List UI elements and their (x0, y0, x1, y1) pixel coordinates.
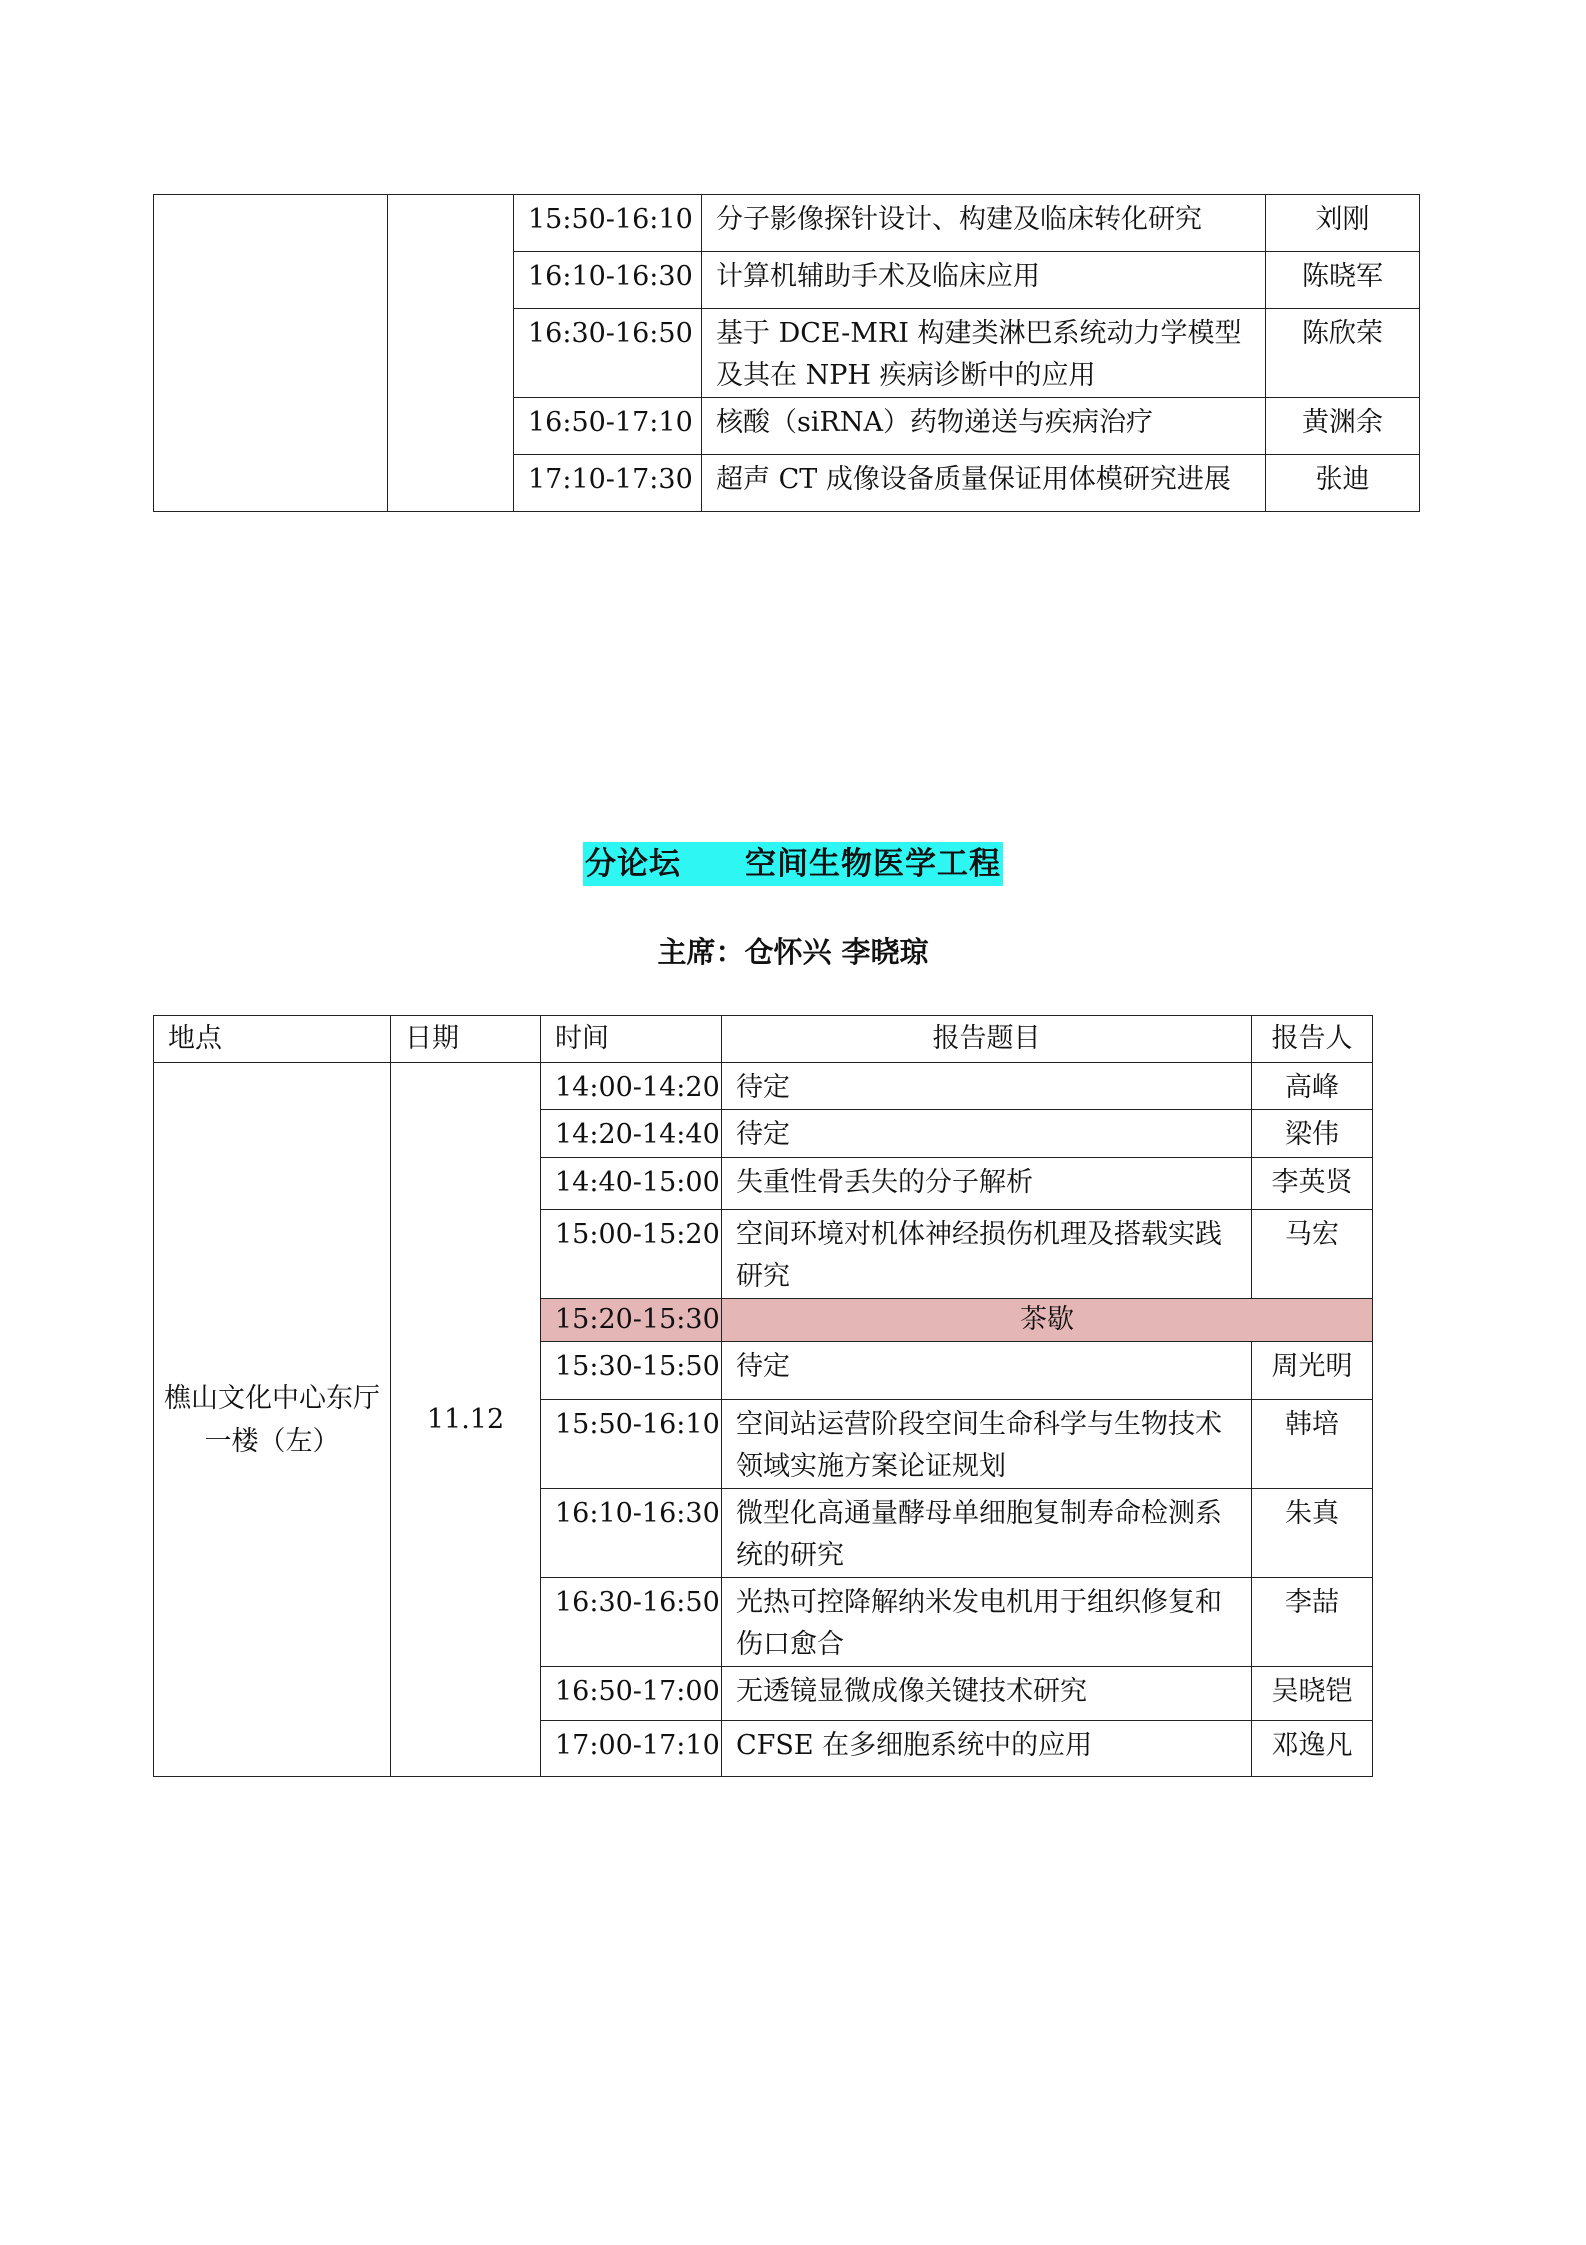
topic-cell: 待定 (722, 1342, 1252, 1400)
topic-cell: 超声 CT 成像设备质量保证用体模研究进展 (702, 455, 1266, 512)
topic-cell: 待定 (722, 1063, 1252, 1110)
topic-cell: 空间站运营阶段空间生命科学与生物技术领域实施方案论证规划 (722, 1400, 1252, 1489)
time-cell: 16:50-17:10 (514, 398, 702, 455)
speaker-cell: 梁伟 (1252, 1110, 1373, 1158)
schedule-table (153, 1015, 1373, 1777)
topic-cell: 基于 DCE-MRI 构建类淋巴系统动力学模型及其在 NPH 疾病诊断中的应用 (702, 309, 1266, 398)
time-cell: 16:30-16:50 (541, 1578, 722, 1667)
time-cell: 16:10-16:30 (541, 1489, 722, 1578)
time-cell: 14:00-14:20 (541, 1063, 722, 1110)
speaker-cell: 马宏 (1252, 1210, 1373, 1299)
header-location: 地点 (154, 1016, 391, 1063)
topic-cell: 空间环境对机体神经损伤机理及搭载实践研究 (722, 1210, 1252, 1299)
time-cell: 15:50-16:10 (514, 195, 702, 252)
speaker-cell: 韩培 (1252, 1400, 1373, 1489)
time-cell: 15:30-15:50 (541, 1342, 722, 1400)
topic-cell: 无透镜显微成像关键技术研究 (722, 1667, 1252, 1721)
table-header-row (154, 1016, 1373, 1063)
speaker-cell: 陈晓军 (1266, 252, 1420, 309)
topic-cell: 失重性骨丢失的分子解析 (722, 1158, 1252, 1210)
topic-cell: 微型化高通量酵母单细胞复制寿命检测系统的研究 (722, 1489, 1252, 1578)
time-cell: 15:50-16:10 (541, 1400, 722, 1489)
tea-break-label: 茶歇 (722, 1299, 1373, 1342)
topic-cell: 分子影像探针设计、构建及临床转化研究 (702, 195, 1266, 252)
speaker-cell: 高峰 (1252, 1063, 1373, 1110)
time-cell: 17:10-17:30 (514, 455, 702, 512)
speaker-cell: 刘刚 (1266, 195, 1420, 252)
speaker-cell: 李喆 (1252, 1578, 1373, 1667)
topic-cell: 计算机辅助手术及临床应用 (702, 252, 1266, 309)
forum-chairs: 主席：仓怀兴 李晓琼 (657, 935, 929, 969)
forum-title (0, 838, 1586, 883)
time-cell: 16:30-16:50 (514, 309, 702, 398)
time-cell: 15:20-15:30 (541, 1299, 722, 1342)
time-cell: 14:40-15:00 (541, 1158, 722, 1210)
schedule-table-continued (153, 194, 1420, 512)
speaker-cell: 陈欣荣 (1266, 309, 1420, 398)
topic-cell: 光热可控降解纳米发电机用于组织修复和伤口愈合 (722, 1578, 1252, 1667)
time-cell: 16:50-17:00 (541, 1667, 722, 1721)
time-cell: 14:20-14:40 (541, 1110, 722, 1158)
speaker-cell: 李英贤 (1252, 1158, 1373, 1210)
topic-cell: CFSE 在多细胞系统中的应用 (722, 1721, 1252, 1777)
topic-cell: 核酸（siRNA）药物递送与疾病治疗 (702, 398, 1266, 455)
topic-cell: 待定 (722, 1110, 1252, 1158)
time-cell: 16:10-16:30 (514, 252, 702, 309)
date-cell (388, 195, 514, 512)
speaker-cell: 张迪 (1266, 455, 1420, 512)
speaker-cell: 黄渊余 (1266, 398, 1420, 455)
forum-title-text: 分论坛 空间生物医学工程 (583, 842, 1003, 886)
location-cell: 樵山文化中心东厅一楼（左） (154, 1063, 391, 1777)
table-row (154, 195, 1420, 252)
table-row (154, 1063, 1373, 1110)
header-time: 时间 (541, 1016, 722, 1063)
header-date: 日期 (391, 1016, 541, 1063)
date-cell: 11.12 (391, 1063, 541, 1777)
speaker-cell: 邓逸凡 (1252, 1721, 1373, 1777)
header-speaker: 报告人 (1252, 1016, 1373, 1063)
time-cell: 15:00-15:20 (541, 1210, 722, 1299)
location-cell (154, 195, 388, 512)
speaker-cell: 周光明 (1252, 1342, 1373, 1400)
speaker-cell: 吴晓铠 (1252, 1667, 1373, 1721)
speaker-cell: 朱真 (1252, 1489, 1373, 1578)
header-topic: 报告题目 (722, 1016, 1252, 1063)
time-cell: 17:00-17:10 (541, 1721, 722, 1777)
